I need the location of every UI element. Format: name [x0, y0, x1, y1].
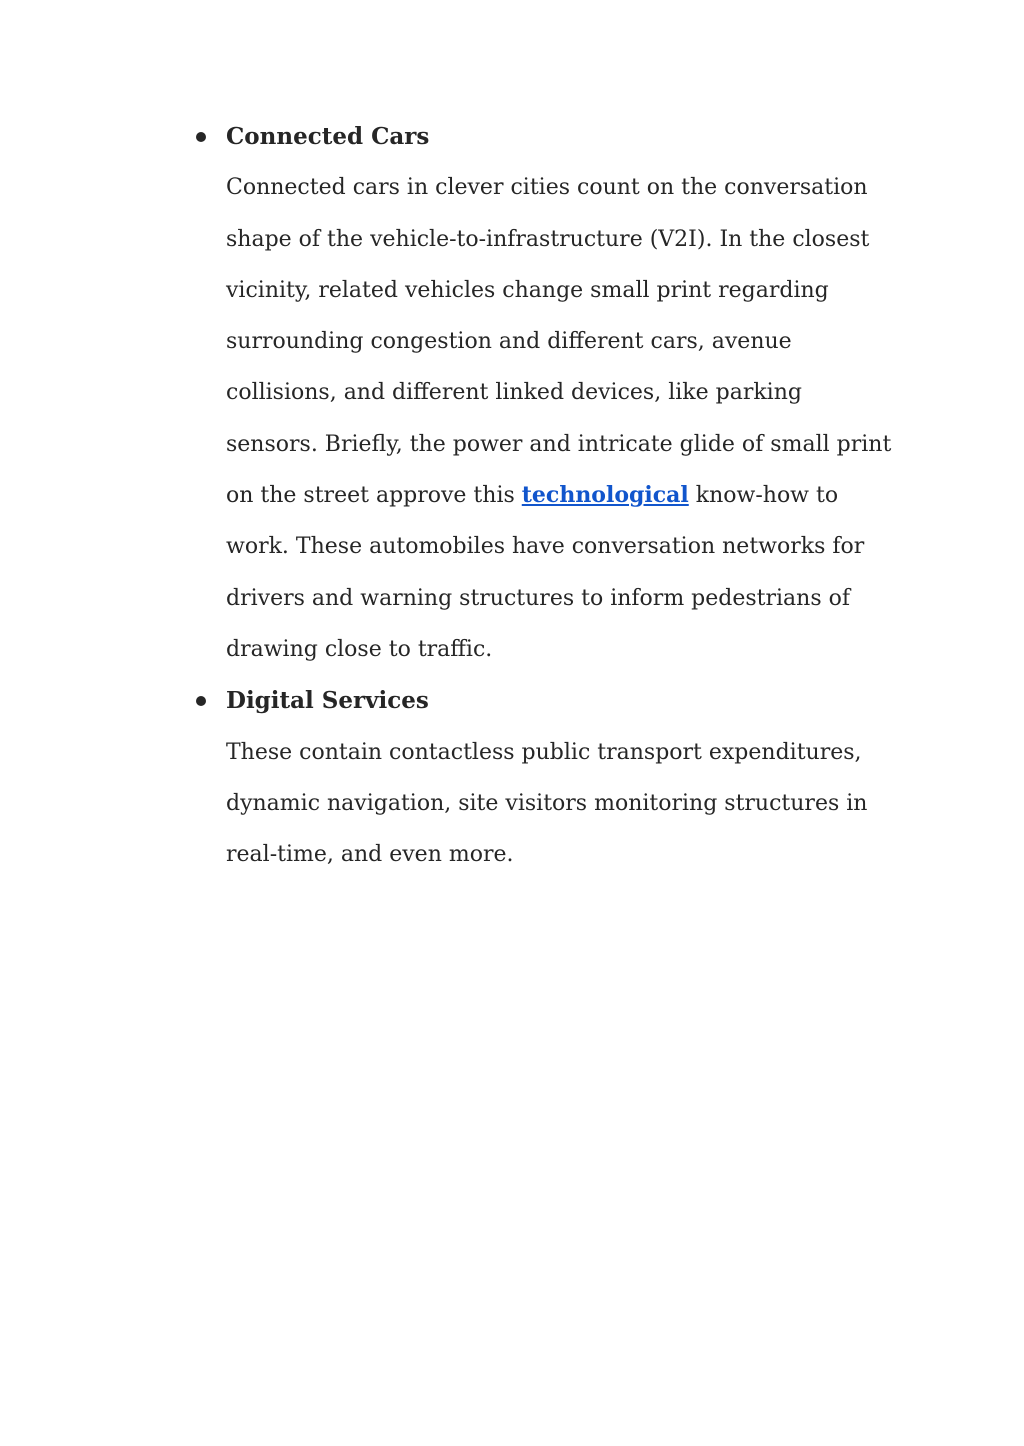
paragraph-line: real-time, and even more. [226, 842, 514, 868]
paragraph-line-with-link [226, 470, 916, 521]
list-item-connected-cars [226, 111, 916, 675]
link-line-after: know-how to [688, 483, 839, 509]
bullet-icon [196, 696, 206, 706]
paragraph-line: Connected cars in clever cities count on the conversation [226, 175, 868, 201]
paragraph-line: shape of the vehicle-to-infrastructure (V2I). In the closest [226, 226, 870, 252]
item-heading: Connected Cars [226, 123, 430, 150]
document-body [0, 111, 1024, 880]
paragraph-line: drivers and warning structures to inform pedestrians of [226, 585, 851, 611]
paragraph-line: These contain contactless public transport expenditures, [226, 739, 862, 765]
technological-link[interactable]: technological [521, 482, 689, 509]
link-line-before: on the street approve this [226, 483, 522, 509]
list-item-digital-services [226, 675, 916, 880]
paragraph-line: vicinity, related vehicles change small print regarding [226, 277, 829, 303]
paragraph-line: collisions, and different linked devices, like parking [226, 380, 802, 406]
item-paragraph [226, 162, 916, 675]
item-heading: Digital Services [226, 687, 429, 715]
paragraph-line: drawing close to traffic. [226, 636, 493, 662]
paragraph-line: surrounding congestion and different cars, avenue [226, 329, 792, 355]
bullet-icon [196, 132, 206, 142]
paragraph-line: sensors. Briefly, the power and intricate glide of small print [226, 431, 892, 457]
item-paragraph [226, 727, 916, 881]
paragraph-line: dynamic navigation, site visitors monitoring structures in [226, 790, 868, 816]
paragraph-line: work. These automobiles have conversation networks for [226, 534, 865, 560]
